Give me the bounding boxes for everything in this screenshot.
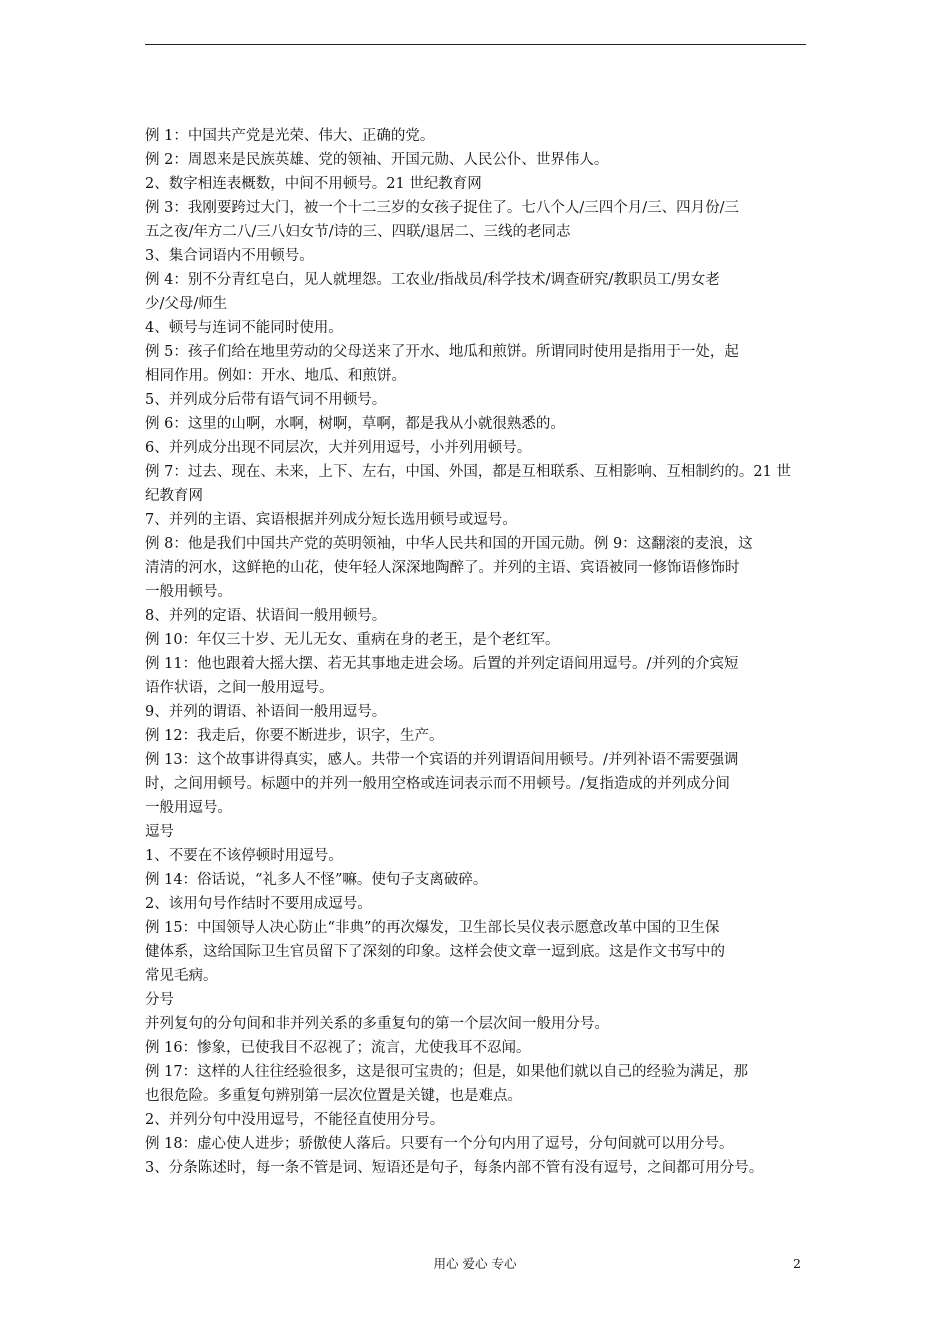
text-line: 例 2：周恩来是民族英雄、党的领袖、开国元勋、人民公仆、世界伟人。 [145, 152, 609, 168]
text-line: 例 6：这里的山啊，水啊，树啊，草啊，都是我从小就很熟悉的。 [145, 416, 565, 432]
page-footer [0, 1254, 950, 1274]
text-line: 8、并列的定语、状语间一般用顿号。 [145, 608, 387, 624]
text-line: 也很危险。多重复句辨别第一层次位置是关键，也是难点。 [145, 1088, 522, 1104]
text-line: 4、顿号与连词不能同时使用。 [145, 320, 343, 336]
text-line: 例 4：别不分青红皂白，见人就埋怨。工农业/指战员/科学技术/调查研究/教职员工/男女老 [145, 272, 720, 288]
text-line: 例 16：惨象，已使我目不忍视了；流言，尤使我耳不忍闻。 [145, 1040, 531, 1056]
text-line: 2、该用句号作结时不要用成逗号。 [145, 896, 372, 912]
section-heading: 逗号 [145, 824, 174, 840]
text-line: 3、集合词语内不用顿号。 [145, 248, 314, 264]
text-line: 例 11：他也跟着大摇大摆、若无其事地走进会场。后置的并列定语间用逗号。/并列的介宾短 [145, 656, 739, 672]
text-line: 例 5：孩子们给在地里劳动的父母送来了开水、地瓜和煎饼。所谓同时使用是指用于一处，起 [145, 344, 739, 360]
section-heading: 分号 [145, 992, 174, 1008]
header-rule [145, 44, 806, 45]
text-line: 7、并列的主语、宾语根据并列成分短长选用顿号或逗号。 [145, 512, 517, 528]
text-line: 2、并列分句中没用逗号，不能径直使用分号。 [145, 1112, 445, 1128]
text-line: 例 18：虚心使人进步；骄傲使人落后。只要有一个分句内用了逗号，分句间就可以用分号。 [145, 1136, 734, 1152]
text-line: 健体系，这给国际卫生官员留下了深刻的印象。这样会使文章一逗到底。这是作文书写中的 [145, 944, 725, 960]
text-line: 2、数字相连表概数，中间不用顿号。21 世纪教育网 [145, 176, 482, 192]
text-line: 1、不要在不该停顿时用逗号。 [145, 848, 343, 864]
text-line: 例 15：中国领导人决心防止“非典”的再次爆发，卫生部长吴仪表示愿意改革中国的卫生保 [145, 920, 720, 936]
document-body [145, 124, 819, 1180]
text-line: 清清的河水，这鲜艳的山花，使年轻人深深地陶醉了。并列的主语、宾语被同一修饰语修饰时 [145, 560, 740, 576]
text-line: 例 12：我走后，你要不断进步，识字，生产。 [145, 728, 444, 744]
text-line: 3、分条陈述时，每一条不管是词、短语还是句子，每条内部不管有没有逗号，之间都可用分号。 [145, 1160, 764, 1176]
text-line: 相同作用。例如：开水、地瓜、和煎饼。 [145, 368, 406, 384]
text-line: 并列复句的分句间和非并列关系的多重复句的第一个层次间一般用分号。 [145, 1016, 609, 1032]
text-line: 时，之间用顿号。标题中的并列一般用空格或连词表示而不用顿号。/复指造成的并列成分间 [145, 776, 730, 792]
text-line: 五之夜/年方二八/三八妇女节/诗的三、四联/退居二、三线的老同志 [145, 224, 571, 240]
page-number: 2 [793, 1256, 801, 1271]
text-line: 6、并列成分出现不同层次，大并列用逗号，小并列用顿号。 [145, 440, 532, 456]
text-line: 5、并列成分后带有语气词不用顿号。 [145, 392, 387, 408]
text-line: 常见毛病。 [145, 968, 218, 984]
text-line: 例 17：这样的人往往经验很多，这是很可宝贵的；但是，如果他们就以自己的经验为满足，那 [145, 1064, 749, 1080]
text-line: 少/父母/师生 [145, 296, 228, 312]
text-line: 语作状语，之间一般用逗号。 [145, 680, 334, 696]
text-line: 例 14：俗话说，“礼多人不怪”嘛。使句子支离破碎。 [145, 872, 488, 888]
text-line: 一般用顿号。 [145, 584, 232, 600]
text-line: 例 13：这个故事讲得真实，感人。共带一个宾语的并列谓语间用顿号。/并列补语不需要强调 [145, 752, 739, 768]
text-line: 纪教育网 [145, 488, 203, 504]
text-line: 例 1：中国共产党是光荣、伟大、正确的党。 [145, 128, 435, 144]
text-line: 一般用逗号。 [145, 800, 232, 816]
text-line: 例 10：年仅三十岁、无儿无女、重病在身的老王，是个老红军。 [145, 632, 560, 648]
text-line: 例 7：过去、现在、未来，上下、左右，中国、外国，都是互相联系、互相影响、互相制约的。21 世 [145, 464, 791, 480]
text-line: 例 8：他是我们中国共产党的英明领袖，中华人民共和国的开国元勋。例 9：这翻滚的麦浪，这 [145, 536, 753, 552]
footer-text: 用心 爱心 专心 [433, 1256, 517, 1271]
text-line: 9、并列的谓语、补语间一般用逗号。 [145, 704, 387, 720]
text-line: 例 3：我刚要跨过大门，被一个十二三岁的女孩子捉住了。七八个人/三四个月/三、四月份/三 [145, 200, 739, 216]
